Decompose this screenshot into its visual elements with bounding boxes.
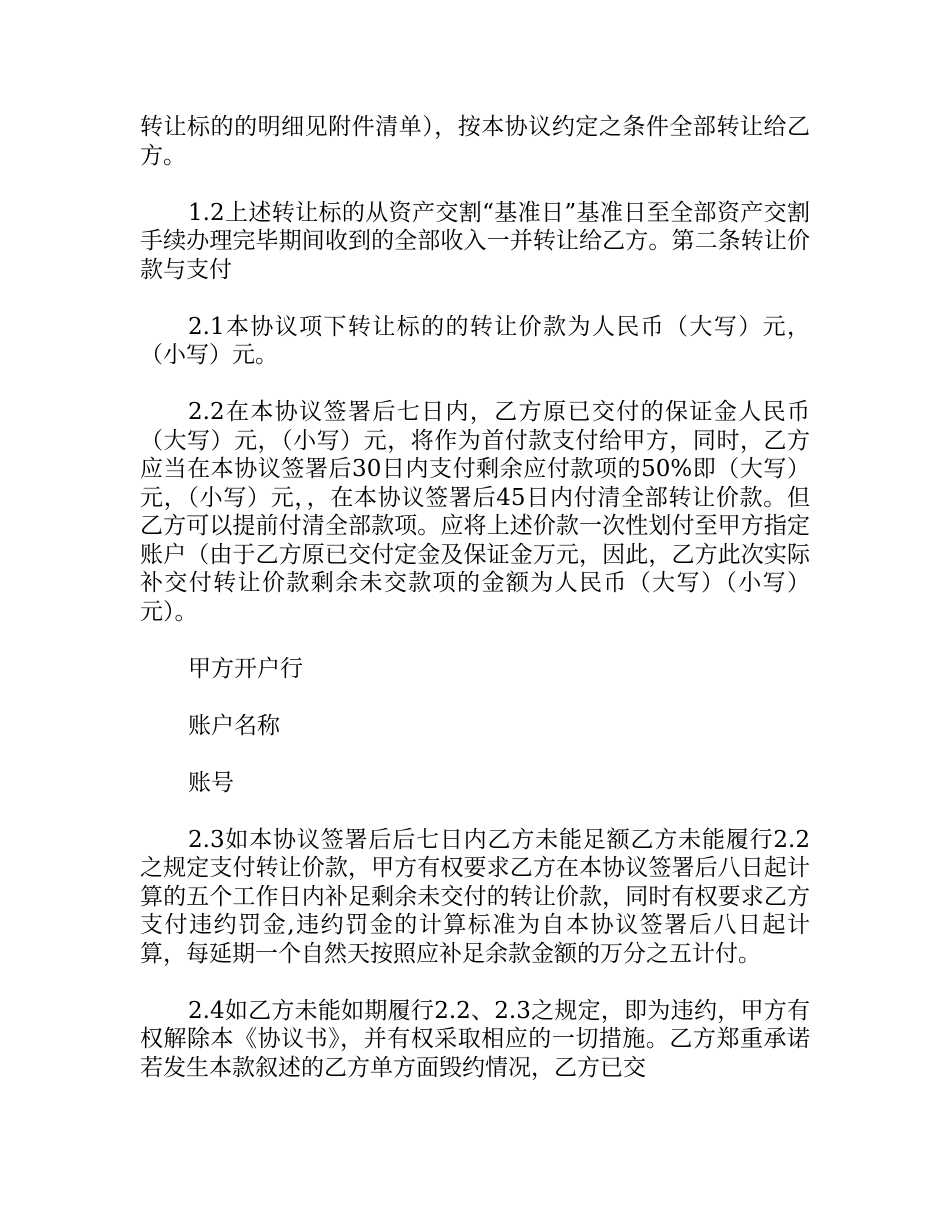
document-page [140,113,810,1111]
field-label-bank: 甲方开户行 [188,655,303,682]
field-label-account-number: 账号 [188,769,234,796]
paragraph-clause-2-2: 2.2在本协议签署后七日内，乙方原已交付的保证金人民币（大写）元，（小写）元，将作为首付款支付给甲方，同时，乙方应当在本协议签署后30日内支付剩余应付款项的50%即（大写）元，（小写）元，，在本协议签署后45日内付清全部转让价款。但乙方可以提前付清全部款项。应将上述价款一次性划付至甲方指定账户（由于乙方原已交付定金及保证金万元，因此，乙方此次实际补交付转让价款剩余未交款项的金额为人民币（大写）（小写）元）。 [140,399,810,625]
paragraph-clause-2-3: 2.3如本协议签署后后七日内乙方未能足额乙方未能履行2.2之规定支付转让价款，甲方有权要求乙方在本协议签署后八日起计算的五个工作日内补足剩余未交付的转让价款，同时有权要求乙方支付违约罚金,违约罚金的计算标准为自本协议签署后八日起计算，每延期一个自然天按照应补足余款金额的万分之五计付。 [140,826,810,967]
paragraph-clause-2-1: 2.1本协议项下转让标的的转让价款为人民币（大写）元，（小写）元。 [140,313,810,368]
paragraph-transfer-detail: 转让标的的明细见附件清单），按本协议约定之条件全部转让给乙方。 [140,114,810,169]
paragraph-clause-2-4: 2.4如乙方未能如期履行2.2、2.3之规定，即为违约，甲方有权解除本《协议书》，并有权采取相应的一切措施。乙方郑重承诺若发生本款叙述的乙方单方面毁约情况，乙方已交 [140,997,810,1081]
paragraph-clause-1-2: 1.2上述转让标的从资产交割“基准日”基准日至全部资产交割手续办理完毕期间收到的全部收入一并转让给乙方。第二条转让价款与支付 [140,199,810,283]
field-label-account-name: 账户名称 [188,712,280,739]
